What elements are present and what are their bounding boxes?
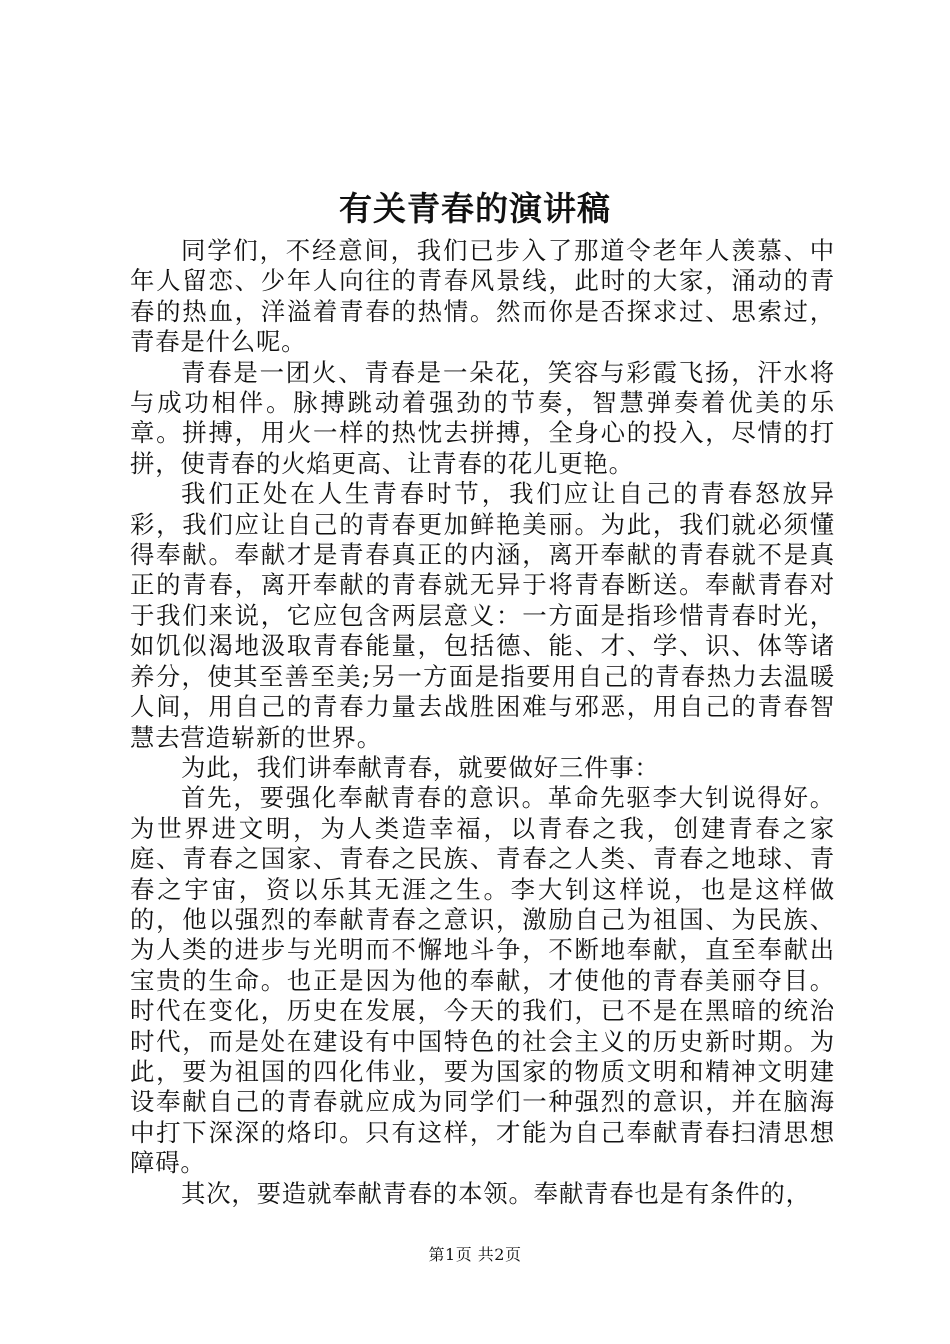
- paragraph-3: 我们正处在人生青春时节，我们应让自己的青春怒放异彩，我们应让自己的青春更加鲜艳美丽。为此，我们就必须懂得奉献。奉献才是青春真正的内涵，离开奉献的青春就不是真正的青春，离开奉献的青春就无异于将青春断送。奉献青春对于我们来说，它应包含两层意义：一方面是指珍惜青春时光，如饥似渴地汲取青春能量，包括德、能、才、学、识、体等诸养分，使其至善至美;另一方面是指要用自己的青春热力去温暖人间，用自己的青春力量去战胜困难与邪恶，用自己的青春智慧去营造崭新的世界。: [130, 479, 835, 752]
- paragraph-4: 为此，我们讲奉献青春，就要做好三件事：: [181, 752, 660, 782]
- paragraph-6: 其次，要造就奉献青春的本领。奉献青春也是有条件的，: [181, 1178, 811, 1208]
- document-title: 有关青春的演讲稿: [339, 189, 611, 228]
- paragraph-2: 青春是一团火、青春是一朵花，笑容与彩霞飞扬，汗水将与成功相伴。脉搏跳动着强劲的节奏，智慧弹奏着优美的乐章。拼搏，用火一样的热忱去拼搏，全身心的投入，尽情的打拼，使青春的火焰更高、让青春的花儿更艳。: [130, 357, 835, 478]
- paragraph-1: 同学们，不经意间，我们已步入了那道令老年人羡慕、中年人留恋、少年人向往的青春风景线，此时的大家，涌动的青春的热血，洋溢着青春的热情。然而你是否探求过、思索过，青春是什么呢。: [130, 236, 835, 357]
- paragraph-5: 首先，要强化奉献青春的意识。革命先驱李大钊说得好。为世界进文明，为人类造幸福，以青春之我，创建青春之家庭、青春之国家、青春之民族、青春之人类、青春之地球、青春之宇宙，资以乐其无涯之生。李大钊这样说，也是这样做的，他以强烈的奉献青春之意识，激励自己为祖国、为民族、为人类的进步与光明而不懈地斗争，不断地奉献，直至奉献出宝贵的生命。也正是因为他的奉献，才使他的青春美丽夺目。时代在变化，历史在发展，今天的我们，已不是在黑暗的统治时代，而是处在建设有中国特色的社会主义的历史新时期。为此，要为祖国的四化伟业，要为国家的物质文明和精神文明建设奉献自己的青春就应成为同学们一种强烈的意识，并在脑海中打下深深的烙印。只有这样，才能为自己奉献青春扫清思想障碍。: [130, 783, 835, 1178]
- document-body: [130, 236, 835, 1209]
- page-number-footer: 第1页 共2页: [428, 1245, 522, 1264]
